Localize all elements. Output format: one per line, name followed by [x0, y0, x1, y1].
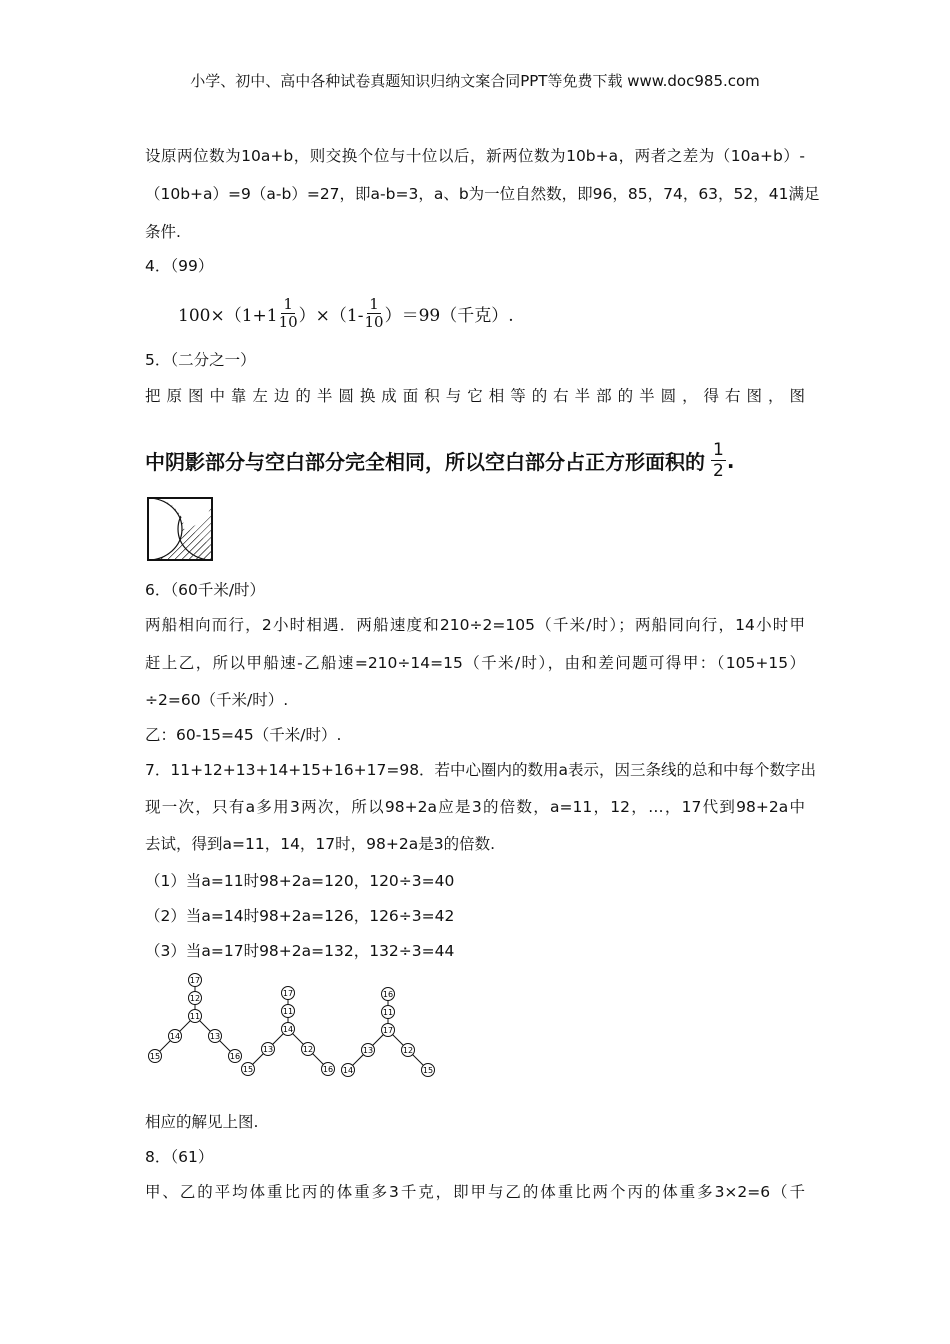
tree-node-label: 13: [262, 1045, 274, 1054]
text-line: 去试，得到a=11，14，17时，98+2a是3的倍数.: [145, 835, 496, 853]
tree-node-label: 13: [209, 1032, 221, 1041]
tree-node-label: 17: [282, 989, 294, 998]
tree-node: [422, 1064, 435, 1077]
answer-4-heading: 4．（99）: [145, 257, 214, 275]
tree-node: [242, 1063, 255, 1076]
conclusion-text: 中阴影部分与空白部分完全相同，所以空白部分占正方形面积的: [145, 450, 705, 474]
fraction-denominator: 10: [278, 312, 298, 331]
text-line: 两船相向而行，2小时相遇．两船速度和210÷2=105（千米/时）；两船同向行，14小时甲: [145, 616, 805, 634]
fraction-numerator: 1: [369, 294, 379, 313]
answer-6-heading: 6．（60千米/时）: [145, 581, 266, 599]
case-line: （3）当a=17时98+2a=132，132÷3=44: [145, 942, 455, 960]
case-line: （2）当a=14时98+2a=126，126÷3=42: [145, 907, 455, 925]
text-line: 把原图中靠左边的半圆换成面积与它相等的右半部的半圆，得右图，图: [145, 387, 805, 405]
fraction-denominator: 2: [713, 461, 724, 481]
tree-node-label: 16: [322, 1065, 334, 1074]
text-line: 甲、乙的平均体重比丙的体重多3千克，即甲与乙的体重比两个丙的体重多3×2=6（千: [145, 1183, 805, 1201]
text-line: 乙：60-15=45（千米/时）.: [145, 726, 342, 744]
fraction-numerator: 1: [283, 294, 293, 313]
tree-node: [382, 1024, 395, 1037]
tree-node: [382, 1006, 395, 1019]
case-line: （1）当a=11时98+2a=120，120÷3=40: [145, 872, 455, 890]
number-tree-diagram: [140, 972, 440, 1084]
formula-part: ）×（1-: [298, 305, 364, 326]
conclusion-period: .: [726, 448, 735, 473]
fraction: [711, 440, 726, 481]
shaded-square-figure: [146, 496, 214, 562]
tree-node: [402, 1044, 415, 1057]
fraction: [364, 296, 383, 331]
tree-node-label: 16: [382, 990, 394, 999]
tree-node-label: 12: [302, 1045, 314, 1054]
tree-node-label: 11: [282, 1007, 294, 1016]
fraction-denominator: 10: [364, 312, 384, 331]
tree-node-label: 17: [189, 976, 201, 985]
answer-5-conclusion: [145, 440, 734, 481]
text-line: 现一次，只有a多用3两次，所以98+2a应是3的倍数，a=11，12，…，17代到98+2a中: [145, 798, 805, 816]
tree-node: [362, 1044, 375, 1057]
text-line: （10b+a）=9（a-b）=27，即a-b=3，a、b为一位自然数，即96，85，74，63，52，41满足: [145, 185, 820, 203]
text-line: 设原两位数为10a+b，则交换个位与十位以后，新两位数为10b+a，两者之差为（10a+b）-: [145, 147, 805, 165]
tree-node-label: 15: [422, 1066, 434, 1075]
tree-node: [169, 1030, 182, 1043]
fraction-numerator: 1: [713, 440, 724, 460]
tree-node-label: 12: [402, 1046, 414, 1055]
tree-node-label: 11: [382, 1008, 394, 1017]
tree-node-label: 15: [242, 1065, 254, 1074]
tree-node: [189, 1010, 202, 1023]
tree-node-label: 14: [169, 1032, 181, 1041]
answer-8-heading: 8．（61）: [145, 1148, 214, 1166]
fraction: [279, 296, 298, 331]
tree-node-label: 14: [342, 1066, 354, 1075]
tree-node: [229, 1050, 242, 1063]
tree-node-label: 11: [189, 1012, 201, 1021]
tree-node: [262, 1043, 275, 1056]
text-line: 赶上乙，所以甲船速-乙船速=210÷14=15（千米/时），由和差问题可得甲：（105+15）: [145, 654, 805, 672]
tree-node-label: 17: [382, 1026, 394, 1035]
tree-node: [282, 987, 295, 1000]
text-line: 条件.: [145, 223, 181, 241]
tree-node: [282, 1005, 295, 1018]
tree-node: [342, 1064, 355, 1077]
tree-node-label: 14: [282, 1025, 294, 1034]
tree-node-label: 13: [362, 1046, 374, 1055]
page-header: 小学、初中、高中各种试卷真题知识归纳文案合同PPT等免费下载 www.doc985.com: [190, 72, 760, 90]
tree-node: [189, 992, 202, 1005]
tree-node: [209, 1030, 222, 1043]
answer-5-heading: 5．（二分之一）: [145, 351, 256, 369]
tree-node: [322, 1063, 335, 1076]
tree-node: [149, 1050, 162, 1063]
tree-node-label: 15: [149, 1052, 161, 1061]
formula-4: [178, 288, 514, 338]
tree-node: [282, 1023, 295, 1036]
formula-part: ）＝99（千克）.: [384, 305, 514, 326]
text-line: ÷2=60（千米/时）.: [145, 691, 289, 709]
formula-part: 100×（1+1: [178, 305, 278, 326]
text-line: 相应的解见上图.: [145, 1113, 259, 1131]
tree-node-label: 12: [189, 994, 201, 1003]
tree-node: [189, 974, 202, 987]
text-line: 7．11+12+13+14+15+16+17=98．若中心圈内的数用a表示，因三条线的总和中每个数字出: [145, 761, 817, 779]
tree-node: [382, 988, 395, 1001]
tree-node-label: 16: [229, 1052, 241, 1061]
tree-node: [302, 1043, 315, 1056]
